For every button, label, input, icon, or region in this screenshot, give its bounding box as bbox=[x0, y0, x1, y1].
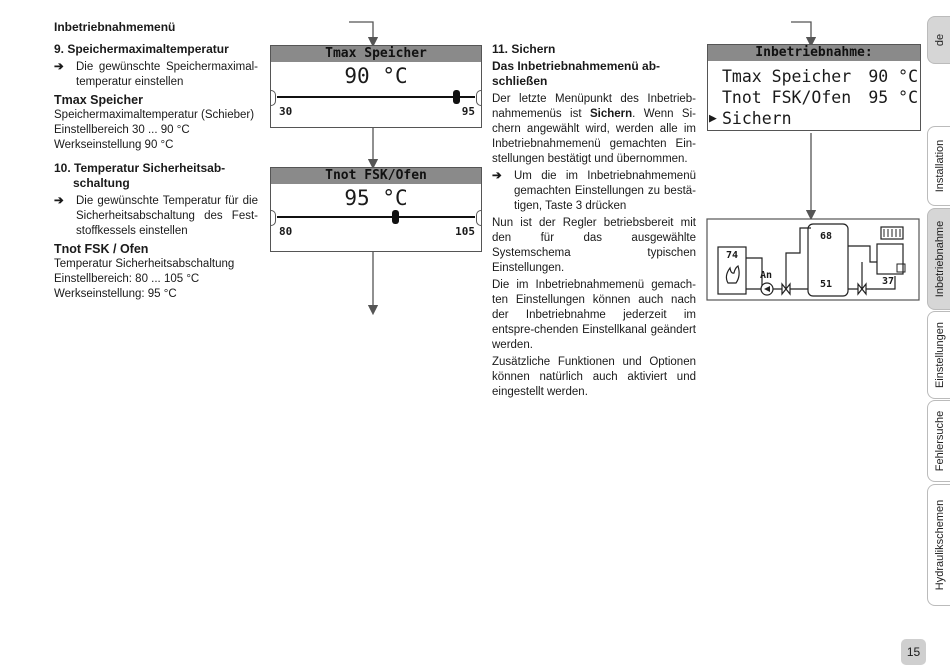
paragraph-2: Nun ist der Regler betriebsbereit mit den für das ausgewählte Systemschema typischen Einstellungen. bbox=[492, 217, 696, 274]
menu-item-sichern[interactable]: Sichern bbox=[722, 109, 792, 128]
tab-inbetriebnahme[interactable]: Inbetriebnahme bbox=[927, 208, 950, 310]
flow-arrow-menu-in bbox=[791, 22, 811, 42]
tmax-subheading: Tmax Speicher bbox=[54, 93, 143, 107]
tank-bottom-temp: 51 bbox=[820, 279, 833, 290]
lcd-value: 95 °C bbox=[344, 186, 408, 210]
sec9-line: Einstellbereich 30 ... 90 °C bbox=[54, 124, 190, 136]
section-11-bullet: ➔ Um die im Inbetriebnahmemenü gemachten Einstellungen zu bestä-tigen, Taste 3 drücken bbox=[492, 170, 696, 212]
slider-min: 80 bbox=[279, 225, 293, 238]
slider-end-left bbox=[271, 210, 276, 226]
section-11-sub-cont: schließen bbox=[492, 74, 548, 88]
lcd-title: Tnot FSK/Ofen bbox=[271, 168, 481, 184]
sec10-line: Temperatur Sicherheitsabschaltung bbox=[54, 258, 235, 270]
slider-track bbox=[277, 96, 475, 98]
middle-column bbox=[492, 42, 696, 400]
slider-min: 30 bbox=[279, 105, 293, 118]
boiler-temp: 74 bbox=[726, 250, 739, 261]
slider-thumb[interactable] bbox=[453, 90, 460, 104]
tab-einstellungen[interactable]: Einstellungen bbox=[927, 311, 950, 399]
left-column bbox=[54, 20, 258, 302]
sec9-line: Werkseinstellung 90 °C bbox=[54, 139, 174, 151]
paragraph-3: Die im Inbetriebnahmemenü gemach-ten Einstellungen können auch nach der Inbetriebnahme jederzeit im entspre-chenden Einstellkanal geändert werden. bbox=[492, 279, 696, 351]
section-10-bullet: ➔ Die gewünschte Temperatur für die Sicherheitsabschaltung des Fest-stoffkessels einstellen bbox=[54, 195, 258, 237]
cursor-icon: ▶ bbox=[709, 111, 717, 126]
schema-frame bbox=[707, 219, 919, 300]
sec10-line: Einstellbereich: 80 ... 105 °C bbox=[54, 273, 200, 285]
menu-title: Inbetriebnahme: bbox=[708, 45, 920, 61]
tab-hydraulikschemen[interactable]: Hydraulikschemen bbox=[927, 484, 950, 606]
section-10-title-cont: schaltung bbox=[73, 176, 130, 190]
slider-track bbox=[277, 216, 475, 218]
arrow-icon: ➔ bbox=[492, 170, 502, 182]
tank-top-temp: 68 bbox=[820, 231, 833, 242]
flow-arrow-in bbox=[349, 22, 373, 42]
menu-item-tnot[interactable]: Tnot FSK/Ofen 95 °C bbox=[722, 88, 918, 107]
slider-thumb[interactable] bbox=[392, 210, 399, 224]
return-temp: 37 bbox=[882, 276, 895, 287]
tab-de[interactable]: de bbox=[927, 16, 950, 64]
slider-end-left bbox=[271, 90, 276, 106]
tab-fehlersuche[interactable]: Fehlersuche bbox=[927, 400, 950, 482]
arrow-icon: ➔ bbox=[54, 61, 64, 73]
lcd-menu bbox=[707, 44, 921, 131]
lcd-tnot bbox=[270, 167, 482, 252]
page-title: Inbetriebnahmemenü bbox=[54, 20, 176, 34]
lcd-title: Tmax Speicher bbox=[271, 46, 481, 62]
paragraph-1: Der letzte Menüpunkt des Inbetrieb-nahmemenüs ist Sichern. Wenn Si-chern angewählt wird, werden alle im Inbetriebnahmemenü gemachten Ein-stellungen bestätigt und übernommen. bbox=[492, 93, 696, 165]
slider-max: 105 bbox=[455, 225, 475, 238]
section-11-title: 11. Sichern bbox=[492, 42, 556, 56]
menu-item-tmax[interactable]: Tmax Speicher 90 °C bbox=[722, 67, 918, 86]
sec10-line: Werkseinstellung: 95 °C bbox=[54, 288, 177, 300]
sec9-line: Speichermaximaltemperatur (Schieber) bbox=[54, 109, 255, 121]
tnot-subheading: Tnot FSK / Ofen bbox=[54, 242, 149, 256]
lcd-value: 90 °C bbox=[344, 64, 408, 88]
pump-state: An bbox=[760, 270, 773, 281]
slider-end-right bbox=[476, 210, 481, 226]
slider-max: 95 bbox=[461, 105, 475, 118]
section-10-title: 10. Temperatur Sicherheitsab- bbox=[54, 161, 226, 175]
slider-end-right bbox=[476, 90, 481, 106]
page-number: 15 bbox=[901, 639, 926, 665]
section-9-bullet: ➔ Die gewünschte Speichermaximal-temperatur einstellen bbox=[54, 61, 258, 88]
lcd-tmax bbox=[270, 45, 482, 128]
paragraph-4: Zusätzliche Funktionen und Optionen können natürlich auch aktiviert und eingestellt werden. bbox=[492, 356, 696, 398]
tab-installation[interactable]: Installation bbox=[927, 126, 950, 206]
section-11-sub: Das Inbetriebnahmemenü ab- bbox=[492, 59, 661, 73]
arrow-icon: ➔ bbox=[54, 195, 64, 207]
section-9-title: 9. Speichermaximaltemperatur bbox=[54, 42, 229, 56]
